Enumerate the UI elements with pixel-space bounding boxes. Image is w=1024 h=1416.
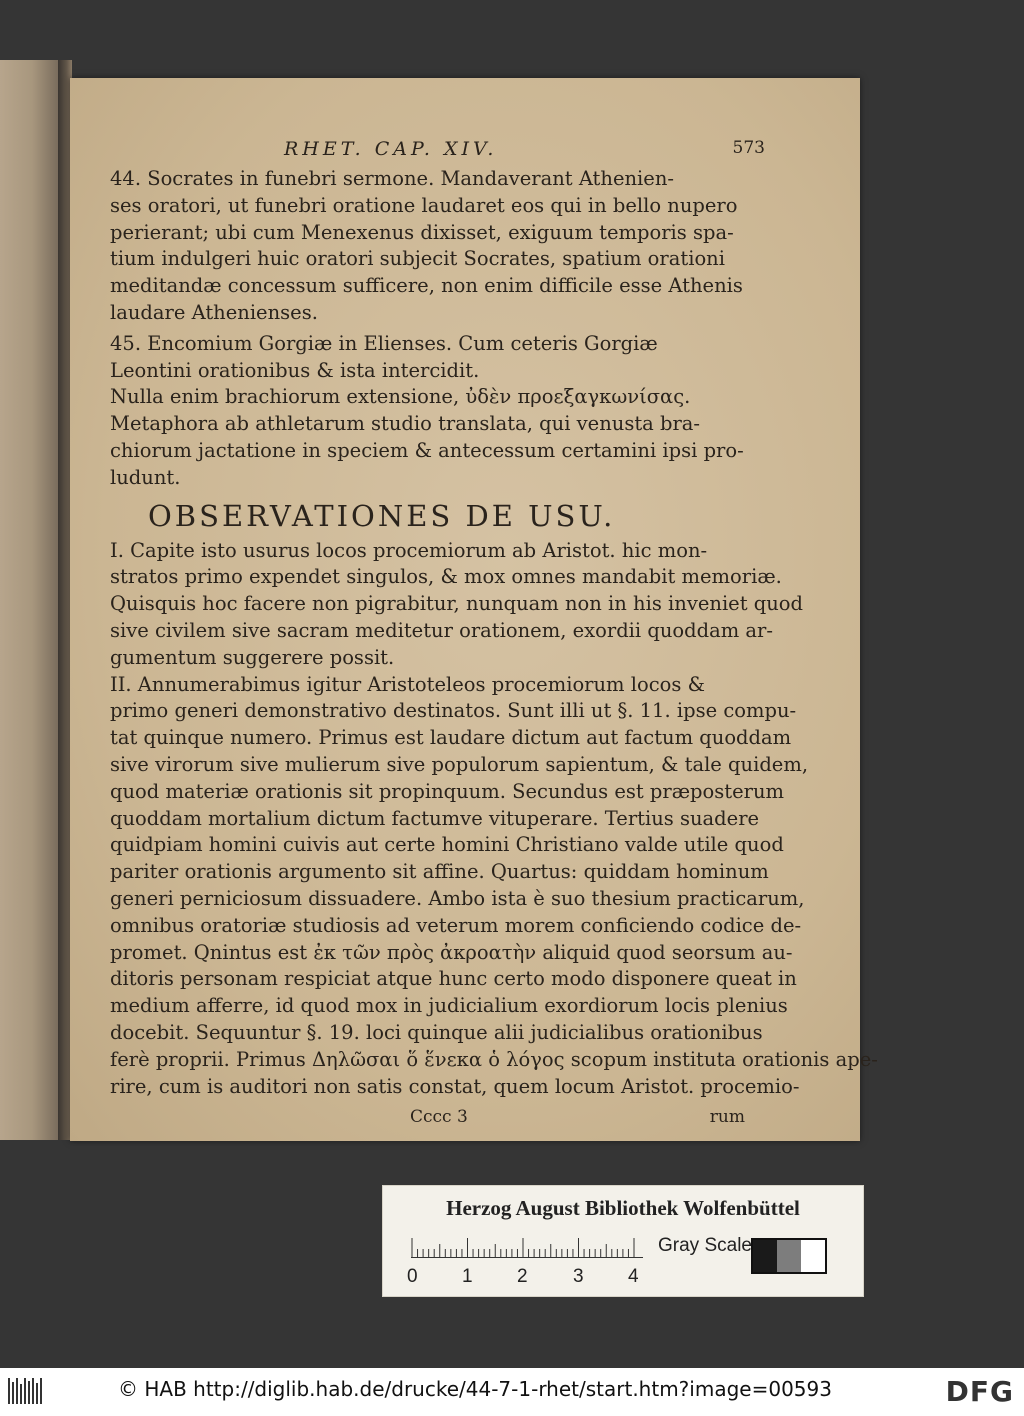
running-header [110, 138, 765, 166]
text-line: ses oratori, ut funebri oratione laudaret eos qui in bello nupero [110, 193, 738, 217]
text-line: chiorum jactatione in speciem & antecessum certamini ipsi pro- [110, 438, 744, 462]
text-line: I. Capite isto usurus locos procemiorum ab Aristot. hic mon- [110, 538, 708, 562]
text-line: 44. Socrates in funebri sermone. Mandaverant Athenien- [110, 167, 674, 190]
text-line: quoddam mortalium dictum factumve vituperare. Tertius suadere [110, 806, 760, 830]
text-line: ditoris personam respiciat atque hunc certo modo disponere queat in [110, 967, 797, 991]
text-line: laudare Athenienses. [110, 300, 318, 324]
page-text-block [110, 138, 878, 1132]
text-line: promet. Qnintus est ἐκ τῶν πρὸς ἀκροατὴν aliquid quod seorsum au- [110, 940, 793, 964]
barcode-logo-icon [8, 1378, 42, 1404]
text-line: pariter orationis argumento sit affine. Quartus: quiddam hominum [110, 860, 769, 884]
dfg-logo: DFG [945, 1375, 1014, 1408]
section-heading: OBSERVATIONES DE USU. [148, 498, 616, 533]
facing-page-edge [0, 60, 58, 1140]
text-line: generi perniciosum dissuadere. Ambo ista è suo thesium practicarum, [110, 886, 805, 910]
text-line: perierant; ubi cum Menexenus dixisset, exiguum temporis spa- [110, 220, 734, 244]
text-line: Quisquis hoc facere non pigrabitur, nunquam non in his inveniet quod [110, 592, 804, 616]
text-line: docebit. Sequuntur §. 19. loci quinque alii judicialibus orationibus [110, 1020, 763, 1044]
text-line: primo generi demonstrativo destinatos. Sunt illi ut §. 11. ipse compu- [110, 699, 797, 723]
text-line: tium indulgeri huic oratori subjecit Socrates, spatium orationi [110, 247, 725, 271]
text-line: meditandæ concessum sufficere, non enim difficile esse Athenis [110, 274, 743, 298]
text-line: rire, cum is auditori non satis constat, quem locum Aristot. procemio- [110, 1074, 800, 1098]
swatch-light [801, 1240, 825, 1272]
paragraph-i [110, 538, 804, 672]
paragraph-44 [110, 166, 765, 327]
text-line: ferè proprii. Primus Δηλῶσαι ὅ ἕνεκα ὁ λόγος scopum instituta orationis ape- [110, 1047, 878, 1071]
text-line: Leontini orationibus & ista intercidit. [110, 358, 480, 382]
text-line: quidpiam homini cuivis aut certe homini Christiano valde utile quod [110, 833, 784, 857]
swatch-dark [753, 1240, 777, 1272]
ruler-scale [411, 1238, 643, 1258]
text-line: omnibus oratoriæ studiosis ad veterum morem conficiendo codice de- [110, 913, 802, 937]
text-line: Nulla enim brachiorum extensione, ὐδὲν προεξαγκωνίσας. [110, 385, 691, 409]
text-line: Metaphora ab athletarum studio translata, qui venusta bra- [110, 412, 700, 436]
library-color-card [382, 1185, 864, 1297]
text-line: II. Annumerabimus igitur Aristoteleos procemiorum locos & [110, 672, 705, 696]
ruler-number: 4 [628, 1266, 639, 1287]
text-line: medium afferre, id quod mox in judicialium exordiorum locis plenius [110, 994, 788, 1018]
running-title: RHET. CAP. XIV. [284, 138, 498, 160]
text-line: gumentum suggerere possit. [110, 645, 395, 669]
library-name: Herzog August Bibliothek Wolfenbüttel [446, 1196, 800, 1220]
paragraph-45 [110, 331, 765, 492]
viewer-footer [0, 1368, 1024, 1416]
ruler-number: 0 [407, 1266, 418, 1287]
text-line: stratos primo expendet singulos, & mox omnes mandabit memoriæ. [110, 565, 782, 589]
ruler-numbers [407, 1266, 651, 1288]
text-line: ludunt. [110, 465, 181, 489]
page-foot [110, 1102, 765, 1132]
page-number: 573 [732, 138, 765, 158]
gray-scale-swatches [751, 1238, 827, 1274]
text-line: sive virorum sive mulierum sive populorum sapientum, & tale quidem, [110, 752, 809, 776]
text-line: 45. Encomium Gorgiæ in Elienses. Cum ceteris Gorgiæ [110, 331, 658, 355]
swatch-mid [777, 1240, 801, 1272]
catchword: rum [709, 1107, 745, 1128]
ruler-number: 2 [517, 1266, 528, 1287]
copyright-link[interactable]: © HAB http://diglib.hab.de/drucke/44-7-1-rhet/start.htm?image=00593 [118, 1377, 832, 1401]
text-line: tat quinque numero. Primus est laudare dictum aut factum quoddam [110, 726, 792, 750]
paragraph-ii [110, 672, 878, 1101]
ruler-number: 3 [573, 1266, 584, 1287]
ruler-number: 1 [462, 1266, 473, 1287]
text-line: sive civilem sive sacram meditetur orationem, exordii quoddam ar- [110, 618, 773, 642]
text-line: quod materiæ orationis sit propinquum. Secundus est præposterum [110, 779, 785, 803]
signature-mark: Cccc 3 [410, 1107, 468, 1128]
gray-scale-label: Gray Scale [658, 1235, 752, 1256]
